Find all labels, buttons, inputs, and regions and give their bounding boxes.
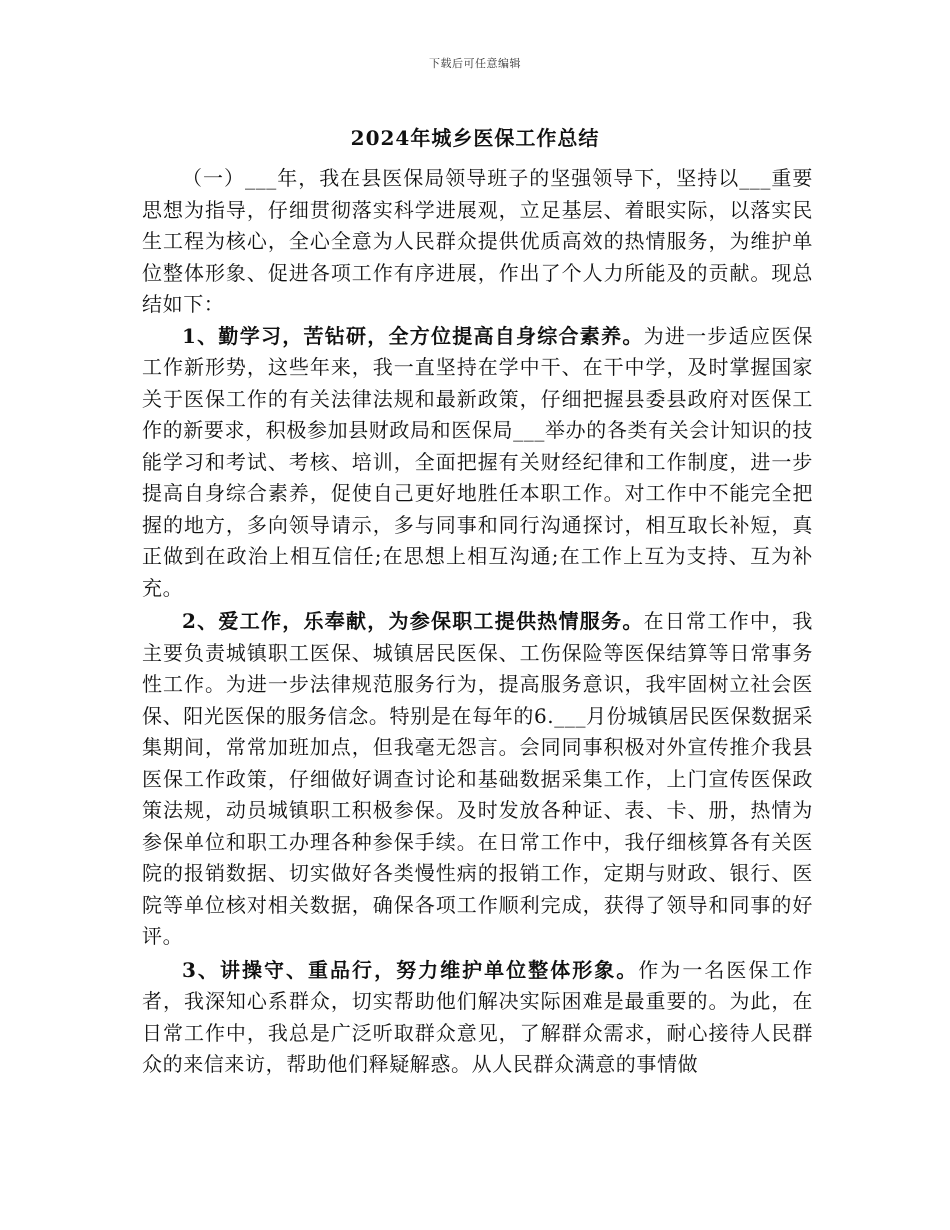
paragraph-text: 在日常工作中，我主要负责城镇职工医保、城镇居民医保、工伤保险等医保结算等日常事务性工作。为进一步法律规范服务行为，提高服务意识，我牢固树立社会医保、阳光医保的服务信念。特别是在每年的6.___月份城镇居民医保数据采集期间，常常加班加点，但我毫无怨言。会同同事积极对外宣传推介我县医保工作政策，仔细做好调查讨论和基础数据采集工作，上门宣传医保政策法规，动员城镇职工积极参保。及时发放各种证、表、卡、册，热情为参保单位和职工办理各种参保手续。在日常工作中，我仔细核算各有关医院的报销数据、切实做好各类慢性病的报销工作，定期与财政、银行、医院等单位核对相关数据，确保各项工作顺利完成，获得了领导和同事的好评。 bbox=[142, 609, 813, 948]
paragraph-lead: 2、爱工作，乐奉献，为参保职工提供热情服务。 bbox=[182, 609, 644, 633]
paragraph-section-1 bbox=[142, 321, 813, 605]
paragraph-text: 作为一名医保工作者，我深知心系群众，切实帮助他们解决实际困难是最重要的。为此，在日常工作中，我总是广泛听取群众意见，了解群众需求，耐心接待人民群众的来信来访，帮助他们释疑解惑。从人民群众满意的事情做 bbox=[142, 957, 813, 1076]
document-title: 2024年城乡医保工作总结 bbox=[350, 126, 600, 150]
paragraph-section-3 bbox=[142, 955, 813, 1081]
paragraph-lead: 1、勤学习，苦钻研，全方位提高自身综合素养。 bbox=[182, 323, 644, 348]
paragraph-text: 为进一步适应医保工作新形势，这些年来，我一直坚持在学中干、在干中学，及时掌握国家关于医保工作的有关法律法规和最新政策，仔细把握县委县政府对医保工作的新要求，积极参加县财政局和医保局___举办的各类有关会计知识的技能学习和考试、考核、培训，全面把握有关财经纪律和工作制度，进一步提高自身综合素养，促使自己更好地胜任本职工作。对工作中不能完全把握的地方，多向领导请示，多与同事和同行沟通探讨，相互取长补短，真正做到在政治上相互信任;在思想上相互沟通;在工作上互为支持、互为补充。 bbox=[142, 323, 813, 600]
paragraph-section-2 bbox=[142, 606, 813, 953]
header-note: 下载后可任意编辑 bbox=[429, 57, 521, 70]
document-body bbox=[142, 163, 813, 1081]
paragraph-text: （一）___年，我在县医保局领导班子的坚强领导下，坚持以___重要思想为指导，仔细贯彻落实科学进展观，立足基层、着眼实际，以落实民生工程为核心，全心全意为人民群众提供优质高效的热情服务，为维护单位整体形象、促进各项工作有序进展，作出了个人力所能及的贡献。现总结如下： bbox=[142, 166, 813, 316]
paragraph-intro bbox=[142, 163, 813, 321]
paragraph-lead: 3、讲操守、重品行，努力维护单位整体形象。 bbox=[182, 957, 639, 982]
